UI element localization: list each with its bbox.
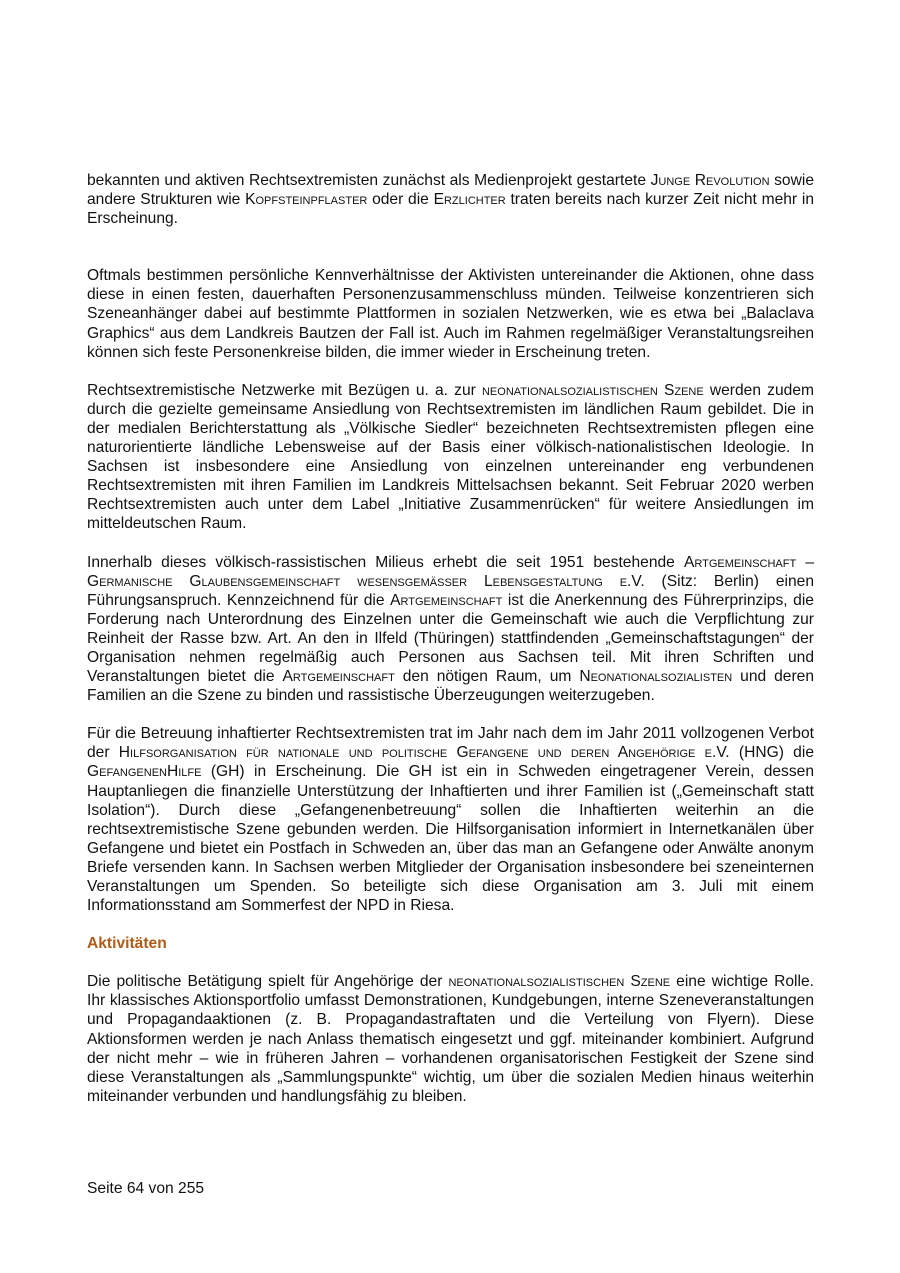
paragraph-3 (87, 381, 814, 534)
term-neonationalsozialisten: Neonationalsozialisten (579, 668, 733, 686)
paragraph-text: Für die Betreuung inhaftierter Rechtsextremisten trat im Jahr nach dem im Jahr 2011 vollzogenen Verbot der (87, 725, 814, 762)
paragraph-text: traten bereits nach kurzer Zeit nicht mehr in Erscheinung. (87, 191, 814, 228)
paragraph-text: Innerhalb dieses völkisch-rassistischen Milieus erhebt die seit 1951 bestehende (87, 553, 684, 571)
org-name-junge-revolution: Junge Revolution (650, 172, 770, 189)
paragraph-text: sowie andere Strukturen wie (87, 172, 814, 209)
paragraph-text: eine wichtige Rolle. Ihr klassisches Aktionsportfolio umfasst Demonstrationen, Kundgebungen, interne Szeneveranstaltungen und Propagandaaktionen (z. B. Propagandastraftaten und die Verteilung von Flyern). Diese Aktionsformen werden je nach Anlass thematisch eingesetzt und ggf. miteinander kombiniert. Aufgrund der nicht mehr – wie in früheren Jahren – vorhandenen organisatorischen Festigkeit der Szene sind diese Veranstaltungen als „Sammlungspunkte“ wichtig, um über die sozialen Medien hinaus weiterhin miteinander verbunden und handlungsfähig zu bleiben. (87, 973, 814, 1105)
paragraph-5 (87, 724, 814, 915)
org-name-gefangenenhilfe: GefangenenHilfe (87, 763, 202, 781)
section-heading-aktivitaeten: Aktivitäten (87, 935, 167, 953)
paragraph-text: (GH) in Erscheinung. Die GH ist ein in Schweden eingetragener Verein, dessen Hauptanliegen die finanzielle Unterstützung der Inhaftierten und ihrer Familien ist („Gemeinschaft statt Isolation“). Durch diese „Gefangenenbetreuung“ sollen die Inhaftierten weiterhin an die rechtsextremistische Szene gebunden werden. Die Hilfsorganisation informiert in Internetkanälen über Gefangene und bietet ein Postfach in Schweden an, über das man an Gefangene oder Anwälte anonym Briefe versenden kann. In Sachsen werben Mitglieder der Organisation insbesondere bei szeneinternen Veranstaltungen um Spenden. So beteiligte sich diese Organisation am 3. Juli mit einem Informationsstand am Sommerfest der NPD in Riesa. (87, 763, 814, 915)
paragraph-text: bekannten und aktiven Rechtsextremisten zunächst als Medienprojekt gestartete (87, 172, 651, 189)
paragraph-text: Die politische Betätigung spielt für Angehörige der (87, 973, 449, 991)
paragraph-text: und deren Familien an die Szene zu binden und rassistische Überzeugungen weiterzugeben. (87, 668, 815, 705)
paragraph-text: (HNG) die (729, 744, 814, 762)
page-number: Seite 64 von 255 (87, 1180, 205, 1197)
org-name-artgemeinschaft: Artgemeinschaft (390, 591, 503, 609)
paragraph-2: Oftmals bestimmen persönliche Kennverhältnisse der Aktivisten untereinander die Aktionen, ohne dass diese in einen festen, dauerhaften Personenzusammenschluss münden. Teilweise konzentrieren sich Szeneanhänger dabei auf bestimmte Plattformen in sozialen Netzwerken, wie es etwa bei „Balaclava Graphics“ aus dem Landkreis Bautzen der Fall ist. Auch im Rahmen regelmäßiger Veranstaltungsreihen können sich feste Personenkreise bilden, die immer wieder in Erscheinung treten. (87, 267, 814, 361)
term-neonationalsozialistische-szene: neonationalsozialistischen Szene (448, 973, 671, 991)
paragraph-text: ist die Anerkennung des Führerprinzips, die Forderung nach Unterordnung des Einzelnen unter die Gemeinschaft wie auch die Verpflichtung zur Reinheit der Rasse bzw. Art. An den in Ilfeld (Thüringen) stattfindenden „Gemeinschaftstagungen“ der Organisation nehmen regelmäßig auch Personen aus Sachsen teil. Mit ihren Schriften und Veranstaltungen bietet die (87, 591, 814, 686)
paragraph-text: oder die (367, 191, 434, 209)
page-body (87, 171, 814, 1106)
paragraph-4 (87, 553, 814, 706)
org-name-artgemeinschaft: Artgemeinschaft (282, 668, 395, 686)
paragraph-text: (Sitz: Berlin) einen Führungsanspruch. Kennzeichnend für die (87, 572, 815, 609)
org-name-hng: Hilfsorganisation für nationale und politische Gefangene und deren Angehörige e.V. (118, 744, 730, 762)
org-name-erzlichter: Erzlichter (433, 191, 506, 209)
org-name-artgemeinschaft-full: Artgemeinschaft – Germanische Glaubensgemeinschaft wesensgemäßer Lebensgestaltung e.V. (87, 553, 815, 590)
paragraph-text: werden zudem durch die gezielte gemeinsame Ansiedlung von Rechtsextremisten im ländlichen Raum gebildet. Die in der medialen Berichterstattung als „Völkische Siedler“ bezeichneten Rechtsextremisten pflegen eine naturorientierte ländliche Lebensweise auf der Basis einer völkisch-nationalistischen Ideologie. In Sachsen ist insbesondere eine Ansiedlung von einzelnen untereinander eng verbundenen Rechtsextremisten mit ihren Familien im Landkreis Mittelsachsen bekannt. Seit Februar 2020 werben Rechtsextremisten auch unter dem Label „Initiative Zusammenrücken“ für weitere Ansiedlungen im mitteldeutschen Raum. (87, 381, 814, 533)
paragraph-text: Rechtsextremistische Netzwerke mit Bezügen u. a. zur (87, 381, 482, 399)
paragraph-6 (87, 972, 814, 1106)
paragraph-1 (87, 171, 814, 228)
paragraph-text: den nötigen Raum, um (394, 668, 580, 686)
org-name-kopfsteinpflaster: Kopfsteinpflaster (245, 191, 368, 209)
term-neonationalsozialistische-szene: neonationalsozialistischen Szene (481, 381, 704, 399)
